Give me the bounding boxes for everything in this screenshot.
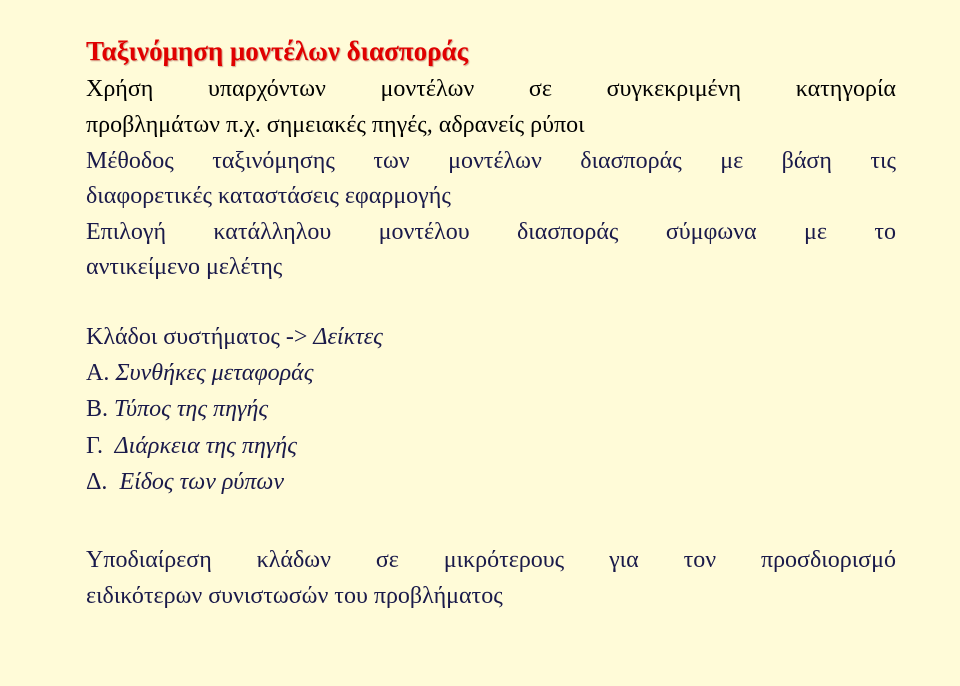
branches-heading — [86, 322, 383, 352]
word: κλάδων — [256, 547, 331, 573]
word: Επιλογή — [86, 219, 167, 245]
word: με — [720, 148, 744, 174]
list-marker: Δ. — [86, 469, 108, 495]
word: κατηγορία — [795, 76, 896, 102]
word: συγκεκριμένη — [606, 76, 742, 102]
word: ταξινόμησης — [212, 148, 335, 174]
word: βάση — [781, 148, 832, 174]
word: Χρήση — [86, 76, 154, 102]
word: Μέθοδος — [86, 148, 174, 174]
list-text: Είδος των ρύπων — [107, 469, 285, 495]
word: το — [874, 219, 896, 245]
word: των — [373, 148, 410, 174]
word: μοντέλων — [448, 148, 542, 174]
list-text: Συνθήκες μεταφοράς — [109, 360, 314, 386]
list-text: Τύπος της πηγής — [108, 396, 269, 422]
word: τον — [683, 547, 717, 573]
list-marker: Γ. — [86, 433, 103, 459]
list-item — [86, 431, 297, 461]
list-item — [86, 394, 268, 424]
word: σε — [528, 76, 552, 102]
word: για — [609, 547, 639, 573]
list-marker: Α. — [86, 360, 110, 386]
word: Υποδιαίρεση — [86, 547, 212, 573]
list-item — [86, 358, 314, 388]
list-text: Διάρκεια της πηγής — [103, 433, 297, 459]
word: διασποράς — [516, 219, 619, 245]
word: προσδιορισμό — [760, 547, 896, 573]
slide-title: Ταξινόμηση μοντέλων διασποράς — [86, 36, 469, 66]
word: με — [803, 219, 827, 245]
word: μοντέλων — [380, 76, 475, 102]
word: κατάλληλου — [213, 219, 332, 245]
branches-emphasis: Δείκτες — [313, 324, 383, 350]
paragraph-4-line-1 — [86, 545, 896, 575]
word: διασποράς — [580, 148, 682, 174]
branches-prefix: Κλάδοι συστήματος -> — [86, 324, 314, 350]
paragraph-2-line-2: διαφορετικές καταστάσεις εφαρμογής — [86, 183, 451, 209]
paragraph-2-line-1 — [86, 146, 896, 176]
word: σε — [375, 547, 399, 573]
paragraph-3-line-2: αντικείμενο μελέτης — [86, 254, 283, 280]
paragraph-1-line-2: προβλημάτων π.χ. σημειακές πηγές, αδρανείς ρύποι — [86, 112, 585, 138]
word: μοντέλου — [378, 219, 470, 245]
paragraph-4-line-2: ειδικότερων συνιστωσών του προβλήματος — [86, 583, 503, 609]
word: μικρότερους — [443, 547, 565, 573]
word: σύμφωνα — [665, 219, 757, 245]
paragraph-1-line-1 — [86, 74, 896, 104]
list-item — [86, 467, 284, 497]
paragraph-3-line-1 — [86, 217, 896, 247]
list-marker: Β. — [86, 396, 109, 422]
word: υπαρχόντων — [208, 76, 326, 102]
word: τις — [870, 148, 896, 174]
